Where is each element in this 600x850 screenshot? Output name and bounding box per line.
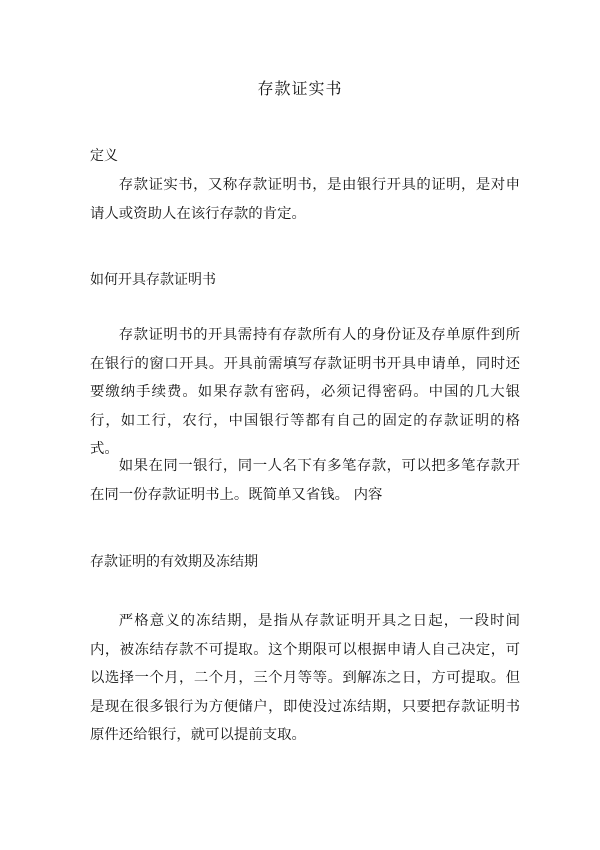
section-heading-definition: 定义 bbox=[90, 148, 118, 164]
document-title: 存款证实书 bbox=[257, 79, 343, 98]
definition-paragraph: 存款证实书，又称存款证明书，是由银行开具的证明，是对申请人或资助人在该行存款的肯定。 bbox=[90, 177, 520, 222]
how-to-issue-paragraph-2: 如果在同一银行，同一人名下有多笔存款，可以把多笔存款开在同一份存款证明书上。既简单又省钱。 内容 bbox=[90, 458, 520, 503]
section-heading-validity-freeze: 存款证明的有效期及冻结期 bbox=[90, 554, 258, 570]
validity-freeze-paragraph: 严格意义的冻结期，是指从存款证明开具之日起，一段时间内，被冻结存款不可提取。这个期限可以根据申请人自己决定，可以选择一个月，二个月，三个月等等。到解冻之日，方可提取。但是现在很多银行为方便储户，即使没过冻结期，只要把存款证明书原件还给银行，就可以提前支取。 bbox=[90, 613, 520, 743]
how-to-issue-paragraph-1: 存款证明书的开具需持有存款所有人的身份证及存单原件到所在银行的窗口开具。开具前需填写存款证明书开具申请单，同时还要缴纳手续费。如果存款有密码，必须记得密码。中国的几大银行，如工行，农行，中国银行等都有自己的固定的存款证明的格式。 bbox=[90, 327, 520, 457]
section-heading-how-to-issue: 如何开具存款证明书 bbox=[90, 272, 216, 288]
